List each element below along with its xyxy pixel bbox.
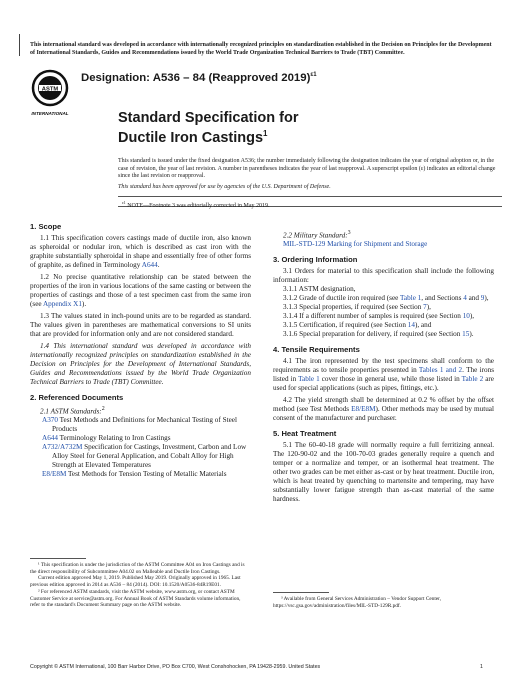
dod-approval-note: This standard has been approved for use by agencies of the U.S. Department of Defense. [118,184,331,190]
editorial-note: $^{\varepsilon 1}$ NOTE—Footnote 3 was editorially corrected in May 2019. [118,196,502,207]
footnote-rule-left [30,558,86,559]
footnote-rule-right [273,592,329,593]
section-5-heading: 5. Heat Treatment [273,429,337,439]
section-1-heading: 1. Scope [30,222,62,231]
reference-a370: A370 Test Methods and Definitions for Mechanical Testing of Steel Products [42,416,237,434]
reference-a644: A644 Terminology Relating to Iron Castings [42,434,171,443]
right-footnotes [273,596,494,609]
paragraph-5-1: 5.1 The 60-40-18 grade will normally require a full ferritizing anneal. The 120-90-02 and the 100-70-03 grades generally require a quench and temper or a normalize and temper, or an isothermal heat treatment. The other two grades can be met either as-cast or by heat treatment. Ductile iron, which is heat treated by quenching to martensite and tempering, may have substantially lower fatigue strength than as-cast material of the same hardness. [273,441,494,504]
section-3-heading: 3. Ordering Information [273,255,358,265]
left-column [30,222,251,479]
paragraph-1-2: 1.2 No precise quantitative relationship can be stated between the properties of the iron in various locations of the same casting or between the properties of castings and those of a test specimen cast from the same iron (see Appendix X1). [30,273,251,308]
section-2-heading: 2. Referenced Documents [30,393,124,402]
paragraph-3-1-3: 3.1.3 Special properties, if required (see Section 7), [283,303,431,312]
paragraph-2-2: 2.2 Military Standard:$^3$ [283,230,351,240]
link-a644[interactable]: A644 [141,261,158,269]
paragraph-1-1: 1.1 This specification covers castings made of ductile iron, also known as spheroidal or nodular iron, which is described as cast iron with the graphite substantially spheroidal in shape and essentially free of other forms of graphite, as defined in Terminology A644. [30,234,251,269]
link-appendix-x1[interactable]: Appendix X1 [42,300,82,308]
paragraph-3-1-5: 3.1.5 Certification, if required (see Section 14), and [283,321,432,330]
reference-mil-std-129[interactable]: MIL-STD-129 Marking for Shipment and Storage [283,240,428,249]
intro-statement: This international standard was developed in accordance with internationally recognized principles on standardization established in the Decision on Principles for the Development of International Standards, Guides and Recommendations issued by the World Trade Organization Technical Barriers to Trade (TBT) Committee. [30,42,492,56]
logo-text: INTERNATIONAL [31,111,69,116]
paragraph-3-1-4: 3.1.4 If a different number of samples is required (see Section 10), [283,312,475,321]
astm-logo [30,68,70,118]
designation: Designation: A536 – 84 (Reapproved 2019)$^{\varepsilon 1}$ [81,72,317,84]
paragraph-4-1: 4.1 The iron represented by the test specimens shall conform to the requirements as to tensile properties presented in Tables 1 and 2. The irons listed in Table 1 cover those in general use, while those listed in Table 2 are used for special applications (such as pipes, fittings, etc.). [273,357,495,393]
left-footnotes [30,562,251,609]
reference-a732: A732/A732M Specification for Castings, Investment, Carbon and Low Alloy Steel for General Application, and Cobalt Alloy for High Strength at Elevated Temperatures [42,443,247,470]
right-column [273,229,494,504]
title-line-1: Standard Specification for [118,110,299,126]
page-number: 1 [480,664,483,670]
paragraph-4-2: 4.2 The yield strength shall be determined at 0.2 % offset by the offset method (see Test Methods E8/E8M). Other methods may be used by mutual consent of the manufacturer and purchaser. [273,396,494,423]
paragraph-3-1-2: 3.1.2 Grade of ductile iron required (see Table 1, and Sections 4 and 9), [283,294,489,303]
svg-text:ASTM: ASTM [41,86,59,93]
footnote-2: ² For referenced ASTM standards, visit the ASTM website, www.astm.org, or contact ASTM Customer Service at service@astm.org. For Annual Book of ASTM Standards volume information, refer to the standard's Document Summary page on the ASTM website. [30,588,241,609]
designation-superscript: ε1 [310,72,317,79]
reference-e8: E8/E8M Test Methods for Tension Testing of Metallic Materials [42,470,227,479]
margin-change-bar [19,34,20,56]
document-title [118,110,298,146]
title-line-2: Ductile Iron Castings$^1$ [118,129,268,146]
issuance-note: This standard is issued under the fixed designation A536; the number immediately following the designation indicates the year of original adoption or, in the case of revision, the year of last revision. A number in parentheses indicates the year of last reapproval. A superscript epsilon (ε) indicates an editorial change since the last revision or reapproval. [118,158,496,180]
paragraph-2-1: 2.1 ASTM Standards:$^2$ [40,406,105,416]
footnote-1-edition: Current edition approved May 1, 2019. Published May 2019. Originally approved in 1965. Last previous edition approved in 2014 as A536 – 84 (2014). DOI: 10.1520/A0536-84R19E01. [30,575,241,589]
section-4-heading: 4. Tensile Requirements [273,345,360,355]
footnote-1: ¹ This specification is under the jurisdiction of the ASTM Committee A04 on Iron Castings and is the direct responsibility of Subcommittee A04.02 on Malleable and Ductile Iron Castings. [30,562,245,575]
paragraph-3-1: 3.1 Orders for material to this specification shall include the following information: [273,267,494,285]
paragraph-1-3: 1.3 The values stated in inch-pound units are to be regarded as standard. The values given in parentheses are mathematical conversions to SI units that are provided for information only and are not considered standard. [30,312,251,338]
paragraph-3-1-6: 3.1.6 Special preparation for delivery, if required (see Section 15). [283,330,474,339]
copyright-line: Copyright © ASTM International, 100 Barr Harbor Drive, PO Box C700, West Conshohocken, PA 19428-2959. United States [30,664,321,670]
astm-logo-mark [30,68,70,118]
paragraph-3-1-1: 3.1.1 ASTM designation, [283,285,356,294]
footnote-3: ³ Available from General Services Administration – Vendor Support Center, https://vsc.gsa.gov/administration/files/MIL-STD-129R.pdf. [273,596,442,609]
paragraph-1-4: 1.4 This international standard was developed in accordance with internationally recognized principles on standardization established in the Decision on Principles for the Development of International Standards, Guides and Recommendations issued by the World Trade Organization Technical Barriers to Trade (TBT) Committee. [30,342,251,386]
